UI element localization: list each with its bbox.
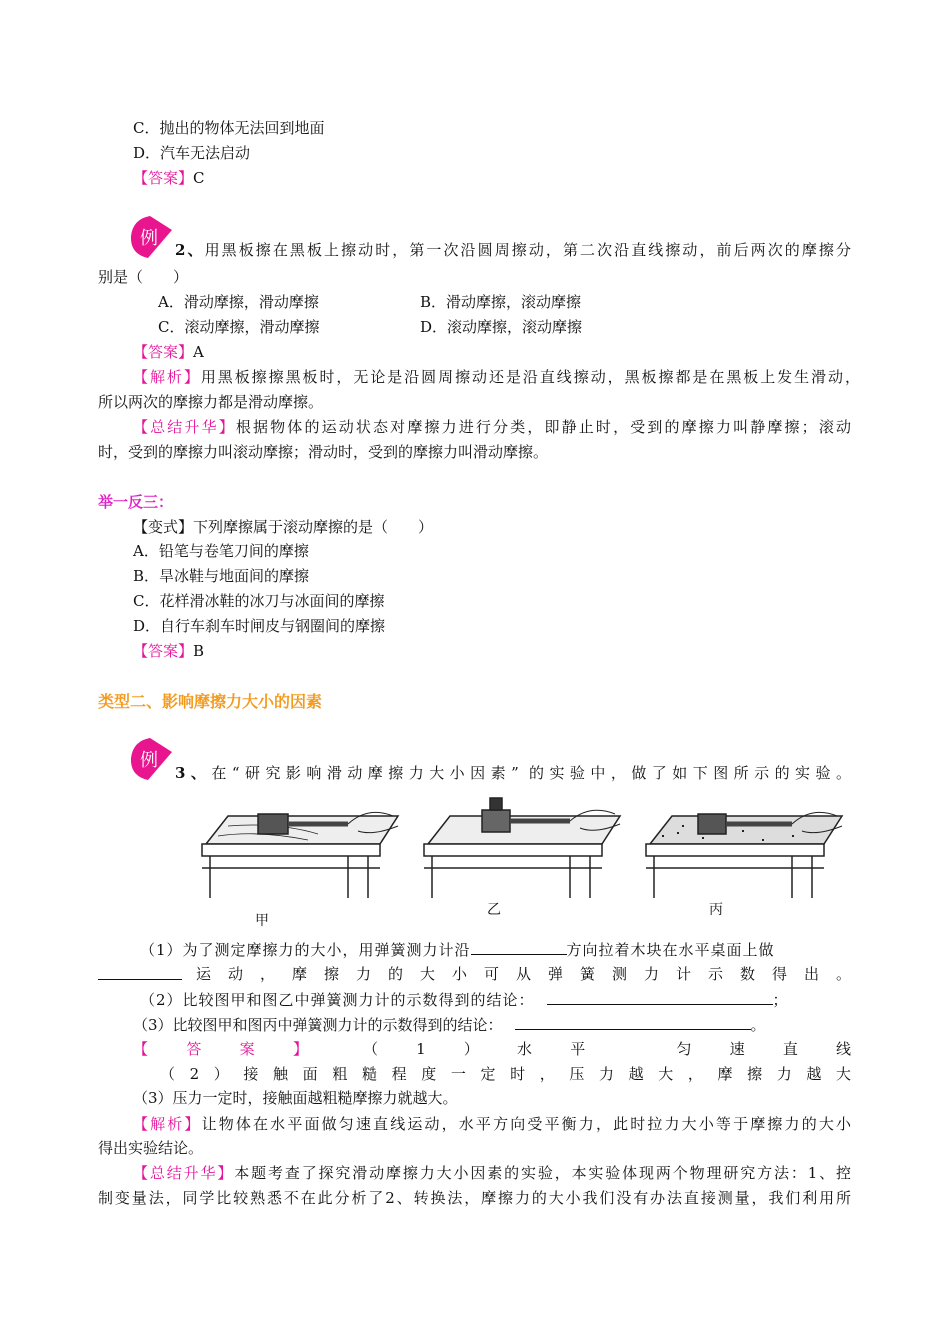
answer-value: C xyxy=(193,169,205,187)
q3-answer-line2: （2）接触面粗糙程度一定时，压力越大，摩擦力越大 xyxy=(160,1065,851,1083)
q2-stem-text: 用黑板擦在黑板上擦动时，第一次沿圆周擦动，第二次沿直线擦动，前后两次的摩擦分 xyxy=(204,241,851,259)
q3-part1-line1 xyxy=(140,938,775,960)
q2-summary-line1 xyxy=(133,416,851,438)
blank-field[interactable] xyxy=(98,963,182,980)
experiment-figure xyxy=(198,786,854,902)
part2-text: （2）比较图甲和图乙中弹簧测力计的示数得到的结论： xyxy=(140,991,535,1009)
practice-stem: 【变式】下列摩擦属于滚动摩擦的是（ ） xyxy=(133,518,434,536)
part1-text: 方向拉着木块在水平桌面上做 xyxy=(566,941,775,959)
q1-option-c: C．抛出的物体无法回到地面 xyxy=(133,119,325,137)
figure-label-jia: 甲 xyxy=(255,913,269,929)
analysis-text: 让物体在水平面做匀速直线运动，水平方向受平衡力，此时拉力大小等于摩擦力的大小 xyxy=(201,1115,851,1133)
answer-text: （1）水平 匀速直线 xyxy=(363,1040,851,1058)
answer-value: B xyxy=(193,642,205,660)
answer-label: 【答案】 xyxy=(133,169,194,187)
part1-text: 运动，摩擦力的大小可从弹簧测力计示数得出。 xyxy=(196,965,851,983)
q2-analysis-line1 xyxy=(133,366,860,388)
summary-text: 根据物体的运动状态对摩擦力进行分类，即静止时，受到的摩擦力叫静摩擦；滚动 xyxy=(235,418,851,436)
table-jia xyxy=(202,812,398,898)
analysis-label: 【解析】 xyxy=(133,1115,202,1133)
table-bing xyxy=(646,812,842,898)
q3-summary-line2: 制变量法，同学比较熟悉不在此分析了2、转换法，摩擦力的大小我们没有办法直接测量，我们利用所 xyxy=(98,1189,851,1207)
practice-option-d: D．自行车刹车时闸皮与钢圈间的摩擦 xyxy=(133,617,386,635)
section-heading: 类型二、影响摩擦力大小的因素 xyxy=(98,692,323,711)
answer-label: 【答案】 xyxy=(133,343,194,361)
answer-label: 【答案】 xyxy=(133,642,194,660)
answer-value: A xyxy=(193,343,204,361)
q2-option-d: D．滚动摩擦，滚动摩擦 xyxy=(420,318,583,336)
q3-summary-line1 xyxy=(133,1162,851,1184)
example-icon xyxy=(128,214,174,260)
q3-number: 3、 xyxy=(175,764,212,782)
q2-option-c: C．滚动摩擦，滑动摩擦 xyxy=(158,318,320,336)
q3-analysis-line2: 得出实验结论。 xyxy=(98,1139,204,1157)
analysis-label: 【解析】 xyxy=(133,368,201,386)
q1-answer xyxy=(133,167,205,189)
analysis-text: 用黑板擦擦黑板时，无论是沿圆周擦动还是沿直线擦动，黑板擦都是在黑板上发生滑动， xyxy=(200,368,860,386)
summary-label: 【总结升华】 xyxy=(133,1164,235,1182)
svg-text:例: 例 xyxy=(140,228,158,249)
q3-answer-line1 xyxy=(133,1038,851,1060)
q2-number: 2、 xyxy=(175,241,205,259)
blank-field[interactable] xyxy=(547,988,773,1005)
summary-label: 【总结升华】 xyxy=(133,418,236,436)
figure-label-bing: 丙 xyxy=(709,902,723,918)
q2-stem-line1 xyxy=(175,239,851,261)
part3-text: （3）比较图甲和图丙中弹簧测力计的示数得到的结论： xyxy=(133,1016,503,1034)
q2-stem-line2: 别是（ ） xyxy=(98,268,189,286)
svg-text:例: 例 xyxy=(140,750,158,771)
q1-option-d: D．汽车无法启动 xyxy=(133,144,251,162)
practice-option-c: C．花样滑冰鞋的冰刀与冰面间的摩擦 xyxy=(133,592,385,610)
q2-answer xyxy=(133,341,204,363)
practice-option-a: A．铅笔与卷笔刀间的摩擦 xyxy=(133,542,309,560)
part2-end: ； xyxy=(772,991,789,1009)
q3-stem-text: 在“研究影响滑动摩擦力大小因素” 的实验中，做了如下图所示的实验。 xyxy=(211,764,851,782)
q3-part1-line2 xyxy=(98,963,851,985)
example-icon xyxy=(128,736,174,782)
q3-part2 xyxy=(140,988,789,1010)
answer-label: 【答案】 xyxy=(133,1040,308,1058)
q3-part3 xyxy=(133,1013,766,1035)
part1-text: （1）为了测定摩擦力的大小，用弹簧测力计沿 xyxy=(140,941,471,959)
q3-stem xyxy=(175,762,851,784)
q2-analysis-line2: 所以两次的摩擦力都是滑动摩擦。 xyxy=(98,393,324,411)
q2-option-b: B．滑动摩擦，滚动摩擦 xyxy=(420,293,582,311)
q2-option-a: A．滑动摩擦，滑动摩擦 xyxy=(158,293,319,311)
practice-option-b: B．旱冰鞋与地面间的摩擦 xyxy=(133,567,310,585)
practice-answer xyxy=(133,640,204,662)
q3-answer-line3: （3）压力一定时，接触面越粗糙摩擦力就越大。 xyxy=(133,1089,458,1107)
practice-heading: 举一反三： xyxy=(98,493,174,511)
blank-field[interactable] xyxy=(515,1013,751,1030)
q3-analysis-line1 xyxy=(133,1113,851,1135)
blank-field[interactable] xyxy=(471,938,567,955)
table-yi xyxy=(424,798,620,898)
summary-text: 本题考查了探究滑动摩擦力大小因素的实验，本实验体现两个物理研究方法：1、控 xyxy=(234,1164,851,1182)
figure-label-yi: 乙 xyxy=(487,902,501,918)
q2-summary-line2: 时，受到的摩擦力叫滚动摩擦；滑动时，受到的摩擦力叫滑动摩擦。 xyxy=(98,443,549,461)
part3-end: 。 xyxy=(750,1016,766,1034)
